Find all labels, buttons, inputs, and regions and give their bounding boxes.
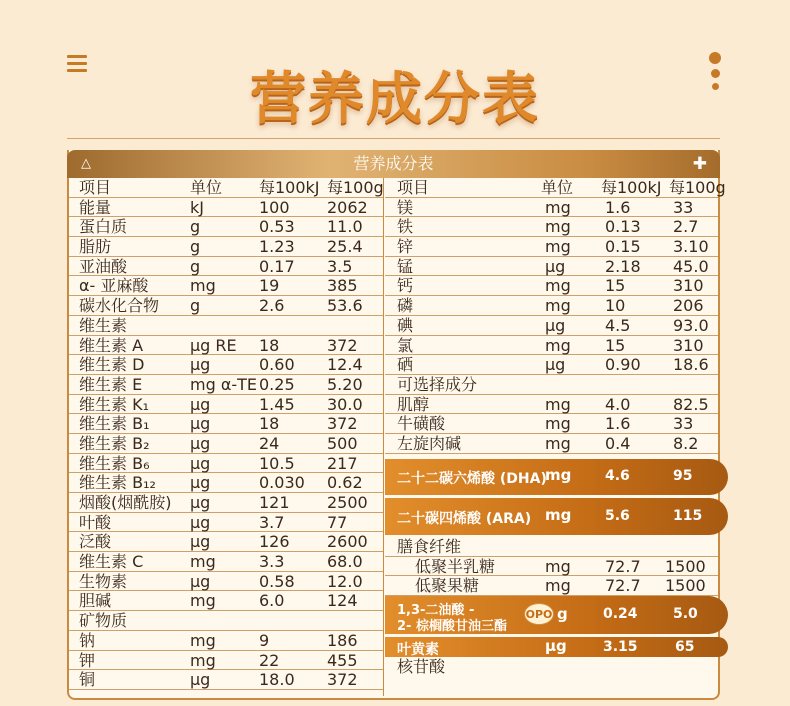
cell-per-100kj: 19 <box>259 276 280 296</box>
right-column-last <box>385 657 718 677</box>
cell-unit: mg <box>190 591 216 611</box>
cell-per-100kj: 72.7 <box>605 556 641 576</box>
cell-unit: μg <box>545 355 566 375</box>
cell-per-100kj: 3.7 <box>259 512 285 532</box>
column-header: 每100g <box>669 178 726 197</box>
cell-name: 铁 <box>397 217 414 237</box>
cell-per-100g: 5.0 <box>673 606 698 622</box>
table-row <box>69 591 383 611</box>
table-row <box>69 355 383 375</box>
page-title: 营养成分表 <box>250 67 540 132</box>
cell-name: 二十碳四烯酸 (ARA) <box>397 511 532 527</box>
cell-per-100kj: 2.6 <box>259 296 285 316</box>
table-row <box>69 276 383 296</box>
cell-per-100kj: 4.6 <box>605 468 630 484</box>
cell-name: 硒 <box>397 355 414 375</box>
right-column <box>385 178 726 454</box>
cell-name: 钾 <box>79 650 96 670</box>
cell-per-100kj: 1.6 <box>605 414 631 434</box>
cell-per-100kj: 10.5 <box>259 453 295 473</box>
cell-unit: μg RE <box>190 335 237 355</box>
table-row <box>69 651 383 671</box>
cell-per-100kj: 2.18 <box>605 256 641 276</box>
cell-name: 蛋白质 <box>79 217 128 237</box>
cell-per-100g: 3.10 <box>673 237 709 257</box>
cell-per-100kj: 0.58 <box>259 571 295 591</box>
table-row <box>385 296 718 316</box>
cell-unit: μg <box>190 532 211 552</box>
table-row <box>69 454 383 474</box>
cell-per-100g: 12.4 <box>327 355 363 375</box>
cell-per-100g: 25.4 <box>327 237 363 257</box>
cell-name: 氯 <box>397 335 414 355</box>
cell-name: 能量 <box>79 197 112 217</box>
cell-unit: μg <box>190 355 211 375</box>
table-row <box>385 355 718 375</box>
cell-name: 维生素 B₂ <box>79 433 150 453</box>
cell-unit: mg <box>545 394 571 414</box>
cell-per-100g: 18.6 <box>673 355 709 375</box>
table-header-row <box>385 178 726 198</box>
table-row <box>69 178 383 198</box>
cell-unit: μg <box>190 453 211 473</box>
cell-per-100g: 385 <box>327 276 358 296</box>
cell-unit: mg <box>545 335 571 355</box>
cell-per-100g: 77 <box>327 512 348 532</box>
cell-per-100g: 65 <box>675 639 695 655</box>
cell-unit: mg <box>545 576 571 596</box>
cell-per-100g: 68.0 <box>327 552 363 572</box>
cell-per-100kj: 15 <box>605 335 626 355</box>
cell-name: 维生素 B₁ <box>79 414 150 434</box>
table-row <box>69 513 383 533</box>
section-row <box>69 611 383 631</box>
cell-per-100g: 217 <box>327 453 358 473</box>
cell-per-100kj: 22 <box>259 650 280 670</box>
column-divider <box>383 178 384 696</box>
cell-name: 低聚果糖 <box>415 576 480 596</box>
column-header: 项目 <box>79 178 112 197</box>
cell-name-line2: 2- 棕榈酸甘油三酯 <box>397 619 507 634</box>
table-row <box>385 414 718 434</box>
table-header-title: 营养成分表 <box>353 154 434 173</box>
cell-per-100g: 33 <box>673 414 694 434</box>
cell-per-100g: 310 <box>673 276 704 296</box>
table-row <box>385 237 718 257</box>
table-row <box>69 395 383 415</box>
cell-name: 维生素 D <box>79 355 145 375</box>
cell-name: 维生素 B₆ <box>79 453 150 473</box>
section-row <box>385 537 718 557</box>
cell-per-100kj: 0.24 <box>603 606 638 622</box>
cell-per-100kj: 0.15 <box>605 237 641 257</box>
cell-unit: g <box>190 237 201 257</box>
cell-name: 脂肪 <box>79 237 112 257</box>
cell-unit: mg <box>545 414 571 434</box>
cell-unit: mg <box>545 197 571 217</box>
section-row <box>385 375 718 395</box>
cell-name: 磷 <box>397 296 414 316</box>
cell-per-100g: 1500 <box>665 556 706 576</box>
cell-per-100kj: 0.25 <box>259 374 295 394</box>
cell-unit: g <box>190 296 201 316</box>
cell-unit: mg <box>545 466 572 484</box>
cell-per-100kj: 6.0 <box>259 591 285 611</box>
cell-unit: mg <box>545 276 571 296</box>
table-row <box>385 217 718 237</box>
cell-unit: mg <box>190 630 216 650</box>
cell-name: 亚油酸 <box>79 256 128 276</box>
column-header: 单位 <box>541 178 574 197</box>
cell-per-100kj: 0.53 <box>259 217 295 237</box>
table-row <box>385 198 718 218</box>
cell-per-100kj: 72.7 <box>605 576 641 596</box>
cell-per-100kj: 18 <box>259 335 280 355</box>
cell-name: 维生素 K₁ <box>79 394 149 414</box>
cell-per-100kj: 10 <box>605 296 626 316</box>
cell-name: 钙 <box>397 276 414 296</box>
cell-unit: μg <box>190 414 211 434</box>
section-row <box>69 316 383 336</box>
cell-unit: mg <box>190 276 216 296</box>
table-row <box>69 336 383 356</box>
cell-name: 维生素 B₁₂ <box>79 473 156 493</box>
cell-per-100kj: 0.4 <box>605 433 631 453</box>
cell-per-100kj: 1.23 <box>259 237 295 257</box>
table-row <box>385 316 718 336</box>
cell-name: 维生素 C <box>79 552 144 572</box>
cell-name-line1: 1,3-二油酸 - <box>397 603 475 618</box>
cell-per-100g: 455 <box>327 650 358 670</box>
cell-name: 维生素 A <box>79 335 144 355</box>
plus-icon[interactable]: ✚ <box>692 154 707 174</box>
cell-name: 牛磺酸 <box>397 414 446 434</box>
cell-per-100kj: 1.6 <box>605 197 631 217</box>
table-row <box>385 557 718 577</box>
cell-name: 膳食纤维 <box>397 537 462 556</box>
cell-name: 碘 <box>397 315 414 335</box>
cell-per-100kj: 121 <box>259 493 290 512</box>
cell-per-100g: 372 <box>327 335 358 355</box>
cell-per-100g: 3.5 <box>327 256 353 276</box>
cell-name: 可选择成分 <box>397 374 478 394</box>
cell-name: 烟酸(烟酰胺) <box>79 493 172 512</box>
table-header-bar[interactable] <box>67 150 720 178</box>
cell-per-100g: 2500 <box>327 493 368 512</box>
cell-per-100g: 82.5 <box>673 394 709 414</box>
cell-unit: μg <box>545 637 567 655</box>
table-row <box>69 198 383 218</box>
cell-unit: mg <box>545 556 571 576</box>
cell-unit: μg <box>190 670 211 690</box>
cell-per-100kj: 18 <box>259 414 280 434</box>
cell-unit: mg <box>190 552 216 572</box>
table-row <box>69 532 383 552</box>
cell-name: 叶酸 <box>79 512 112 532</box>
opo-badge-icon: OPO <box>524 603 554 625</box>
cell-per-100g: 93.0 <box>673 315 709 335</box>
right-column-lower <box>385 537 718 596</box>
title-divider <box>67 138 720 139</box>
left-column <box>69 178 383 690</box>
cell-unit: μg <box>190 571 211 591</box>
cell-name: 叶黄素 <box>397 642 439 658</box>
cell-per-100kj: 4.5 <box>605 315 631 335</box>
cell-per-100kj: 3.15 <box>603 639 638 655</box>
table-row <box>385 257 718 277</box>
cell-name: 铜 <box>79 670 96 690</box>
cell-unit: mg <box>190 650 216 670</box>
cell-per-100g: 45.0 <box>673 256 709 276</box>
cell-per-100g: 8.2 <box>673 433 699 453</box>
cell-per-100g: 372 <box>327 670 358 690</box>
cell-per-100kj: 0.030 <box>259 473 305 493</box>
table-row <box>385 395 718 415</box>
table-row <box>69 237 383 257</box>
cell-name: 维生素 E <box>79 374 143 394</box>
highlight-row-dha <box>385 459 728 495</box>
cell-per-100g: 500 <box>327 433 358 453</box>
cell-unit: g <box>190 256 201 276</box>
highlight-row-ara <box>385 498 728 535</box>
table-row <box>69 631 383 651</box>
table-row <box>385 276 718 296</box>
cell-per-100g: 5.20 <box>327 374 363 394</box>
cell-unit: μg <box>545 256 566 276</box>
cell-unit: μg <box>545 315 566 335</box>
cell-per-100kj: 0.90 <box>605 355 641 375</box>
cell-per-100kj: 15 <box>605 276 626 296</box>
table-row <box>69 414 383 434</box>
cell-per-100g: 2600 <box>327 532 368 552</box>
cell-name: 锰 <box>397 256 414 276</box>
table-row <box>69 434 383 454</box>
cell-per-100kj: 0.17 <box>259 256 295 276</box>
cell-name: 泛酸 <box>79 532 112 552</box>
table-row <box>69 375 383 395</box>
cell-unit: mg <box>545 217 571 237</box>
cell-per-100g: 186 <box>327 630 358 650</box>
cell-per-100g: 124 <box>327 591 358 611</box>
cell-name: α- 亚麻酸 <box>79 276 149 296</box>
cell-per-100g: 2062 <box>327 197 368 217</box>
cell-per-100kj: 0.60 <box>259 355 295 375</box>
cell-per-100kj: 126 <box>259 532 290 552</box>
cell-unit: kJ <box>190 197 204 217</box>
cell-name: 低聚半乳糖 <box>415 556 496 576</box>
table-row <box>385 657 718 677</box>
cell-unit: μg <box>190 493 211 512</box>
cell-unit: μg <box>190 433 211 453</box>
cell-per-100kj: 5.6 <box>605 508 630 524</box>
cell-per-100kj: 3.3 <box>259 552 285 572</box>
column-header: 每100kJ <box>259 178 320 197</box>
cell-unit: μg <box>190 512 211 532</box>
cell-unit: mg <box>545 237 571 257</box>
cell-per-100g: 33 <box>673 197 694 217</box>
table-row <box>69 572 383 592</box>
cell-per-100g: 115 <box>673 508 703 524</box>
cell-unit: mg <box>545 433 571 453</box>
column-header: 单位 <box>190 178 223 197</box>
cell-unit: μg <box>190 473 211 493</box>
column-header: 项目 <box>397 178 430 197</box>
cell-unit: mg <box>545 506 572 524</box>
cell-unit: mg α-TE <box>190 374 258 394</box>
cell-name: 核苷酸 <box>397 657 446 676</box>
cell-per-100kj: 9 <box>259 630 270 650</box>
cell-name: 钠 <box>79 630 96 650</box>
cell-unit: mg <box>545 296 571 316</box>
cell-per-100g: 53.6 <box>327 296 363 316</box>
highlight-row-lutein <box>385 637 728 657</box>
cell-unit: g <box>190 217 201 237</box>
cell-per-100g: 0.62 <box>327 473 363 493</box>
cell-name: 肌醇 <box>397 394 430 414</box>
cell-name: 胆碱 <box>79 591 112 611</box>
cell-name: 镁 <box>397 197 414 217</box>
cell-unit: μg <box>190 394 211 414</box>
cell-name: 生物素 <box>79 571 128 591</box>
cell-unit: g <box>557 605 568 623</box>
cell-per-100g: 11.0 <box>327 217 363 237</box>
table-row <box>69 670 383 690</box>
cell-name: 左旋肉碱 <box>397 433 462 453</box>
table-row <box>69 493 383 513</box>
cell-per-100kj: 1.45 <box>259 394 295 414</box>
triangle-up-icon[interactable]: △ <box>81 156 91 171</box>
cell-name: 碳水化合物 <box>79 296 160 316</box>
cell-per-100g: 12.0 <box>327 571 363 591</box>
table-row <box>69 473 383 493</box>
table-row <box>69 552 383 572</box>
cell-per-100kj: 18.0 <box>259 670 295 690</box>
cell-per-100kj: 0.13 <box>605 217 641 237</box>
cell-name: 矿物质 <box>79 611 128 631</box>
table-row <box>385 576 718 596</box>
table-row <box>69 217 383 237</box>
cell-per-100g: 310 <box>673 335 704 355</box>
cell-name: 二十二碳六烯酸 (DHA) <box>397 471 547 487</box>
cell-name: 锌 <box>397 237 414 257</box>
column-header: 每100g <box>327 178 384 197</box>
cell-per-100kj: 4.0 <box>605 394 631 414</box>
cell-per-100g: 372 <box>327 414 358 434</box>
cell-per-100g: 30.0 <box>327 394 363 414</box>
column-header: 每100kJ <box>601 178 662 197</box>
cell-per-100g: 1500 <box>665 576 706 596</box>
cell-name: 维生素 <box>79 315 128 335</box>
highlight-row-opo <box>385 596 728 634</box>
table-row <box>69 257 383 277</box>
table-row <box>385 336 718 356</box>
cell-per-100g: 95 <box>673 468 693 484</box>
cell-per-100g: 2.7 <box>673 217 699 237</box>
cell-per-100g: 206 <box>673 296 704 316</box>
cell-per-100kj: 24 <box>259 433 280 453</box>
table-row <box>385 434 718 454</box>
cell-per-100kj: 100 <box>259 197 290 217</box>
table-row <box>69 296 383 316</box>
